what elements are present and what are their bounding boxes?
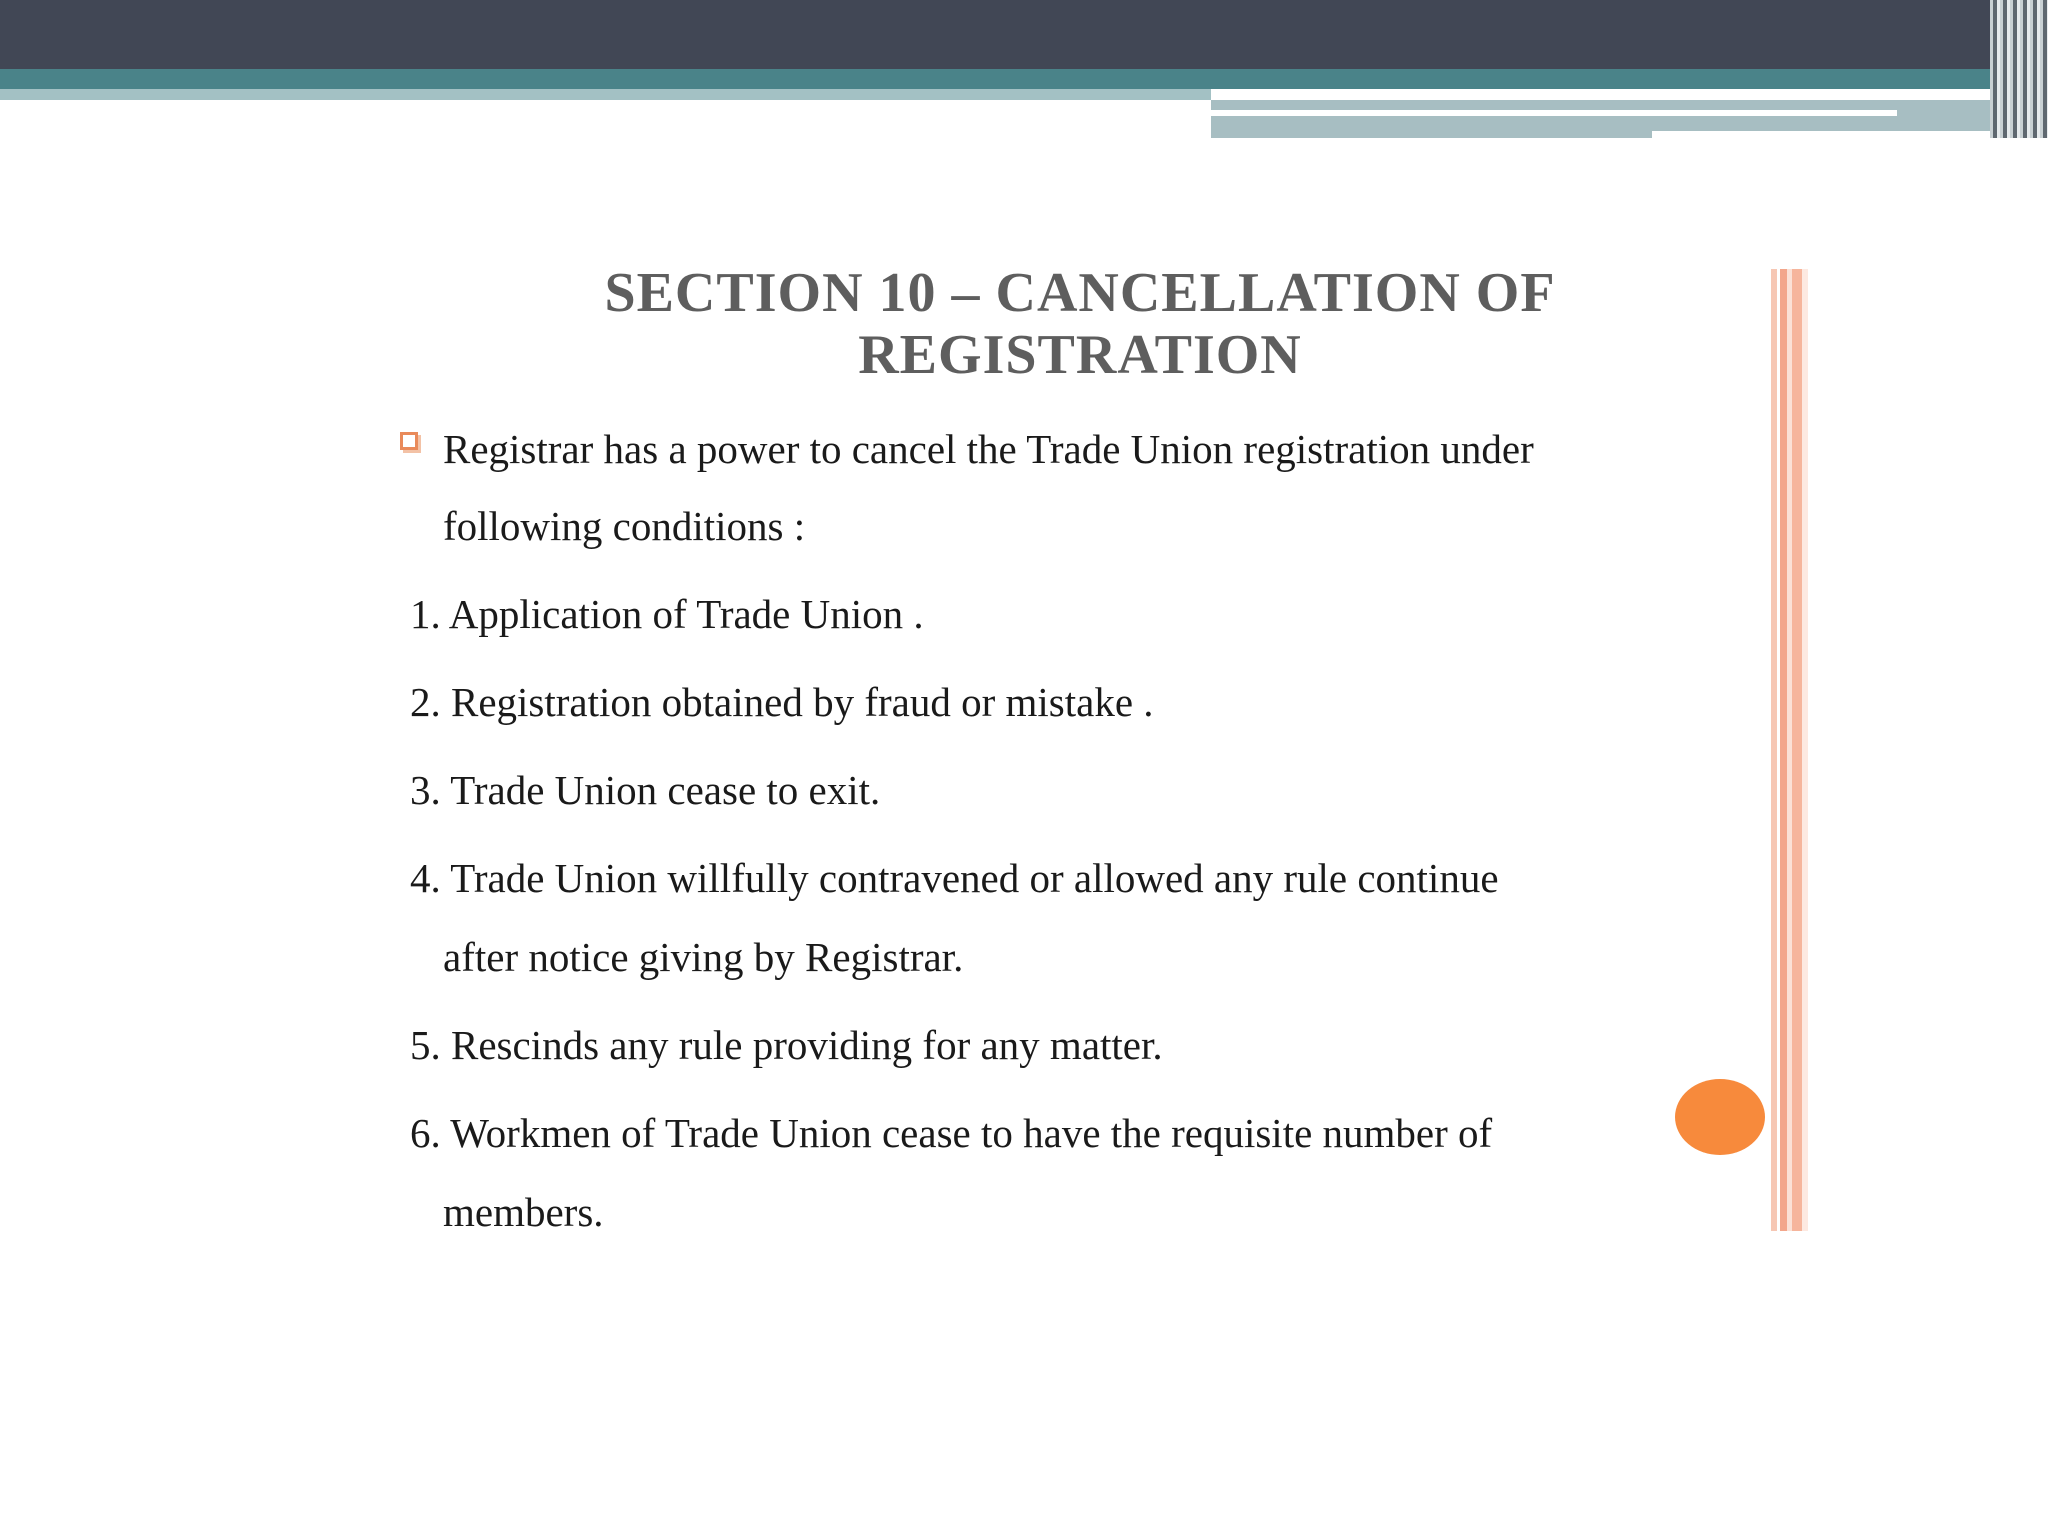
list-item-1: 1. Application of Trade Union . <box>410 591 924 637</box>
orange-circle-marker <box>1675 1079 1765 1155</box>
list-item-3: 3. Trade Union cease to exit. <box>410 767 881 813</box>
slide-title-line-2: REGISTRATION <box>858 324 1302 386</box>
slide-title-line-1: SECTION 10 – CANCELLATION OF <box>604 262 1556 324</box>
list-item-2: 2. Registration obtained by fraud or mistake . <box>410 679 1154 725</box>
list-item-5: 5. Rescinds any rule providing for any matter. <box>410 1022 1163 1068</box>
list-item-6: 6. Workmen of Trade Union cease to have the requisite number of <box>410 1110 1493 1156</box>
list-item-6-continued: members. <box>443 1189 604 1235</box>
intro-line-1: Registrar has a power to cancel the Trade Union registration under <box>443 426 1534 472</box>
list-item-4-continued: after notice giving by Registrar. <box>443 934 964 980</box>
hollow-square-bullet-icon <box>400 432 418 450</box>
intro-line-2: following conditions : <box>443 503 806 549</box>
list-item-4: 4. Trade Union willfully contravened or allowed any rule continue <box>410 855 1499 901</box>
